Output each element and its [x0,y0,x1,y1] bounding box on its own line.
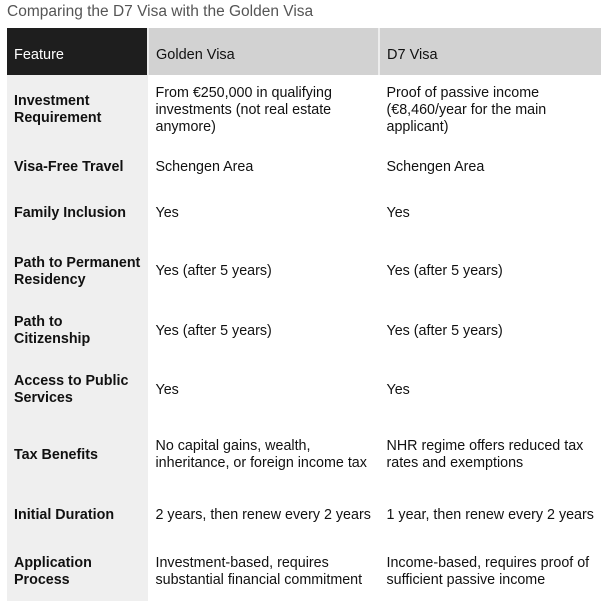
feature-cell: Visa-Free Travel [7,145,148,189]
golden-visa-cell: Investment-based, requires substantial financial commitment [148,543,379,601]
golden-visa-cell: Yes [148,189,379,238]
d7-visa-cell: Income-based, requires proof of sufficient passive income [379,543,601,601]
table-row [7,543,601,601]
feature-cell: Investment Requirement [7,75,148,145]
feature-cell: Access to Public Services [7,357,148,423]
table-row [7,305,601,357]
feature-cell: Initial Duration [7,487,148,543]
d7-visa-cell: 1 year, then renew every 2 years [379,487,601,543]
feature-cell: Tax Benefits [7,423,148,487]
table-header-row [7,28,601,75]
page-title: Comparing the D7 Visa with the Golden Visa [7,3,314,20]
header-feature: Feature [7,28,148,75]
header-d7-visa: D7 Visa [379,28,601,75]
table-row [7,145,601,189]
golden-visa-cell: Schengen Area [148,145,379,189]
d7-visa-cell: Yes [379,189,601,238]
golden-visa-cell: Yes (after 5 years) [148,238,379,305]
golden-visa-cell: Yes (after 5 years) [148,305,379,357]
golden-visa-cell: 2 years, then renew every 2 years [148,487,379,543]
feature-cell: Path to Permanent Residency [7,238,148,305]
d7-visa-cell: NHR regime offers reduced tax rates and exemptions [379,423,601,487]
table-row [7,238,601,305]
comparison-table [7,28,601,601]
golden-visa-cell: No capital gains, wealth, inheritance, or foreign income tax [148,423,379,487]
table-row [7,189,601,238]
d7-visa-cell: Yes (after 5 years) [379,238,601,305]
table-row [7,423,601,487]
feature-cell: Application Process [7,543,148,601]
feature-cell: Path to Citizenship [7,305,148,357]
golden-visa-cell: Yes [148,357,379,423]
d7-visa-cell: Schengen Area [379,145,601,189]
table-row [7,357,601,423]
feature-cell: Family Inclusion [7,189,148,238]
d7-visa-cell: Yes (after 5 years) [379,305,601,357]
table-row [7,487,601,543]
d7-visa-cell: Proof of passive income (€8,460/year for the main applicant) [379,75,601,145]
golden-visa-cell: From €250,000 in qualifying investments (not real estate anymore) [148,75,379,145]
header-golden-visa: Golden Visa [148,28,379,75]
d7-visa-cell: Yes [379,357,601,423]
table-row [7,75,601,145]
